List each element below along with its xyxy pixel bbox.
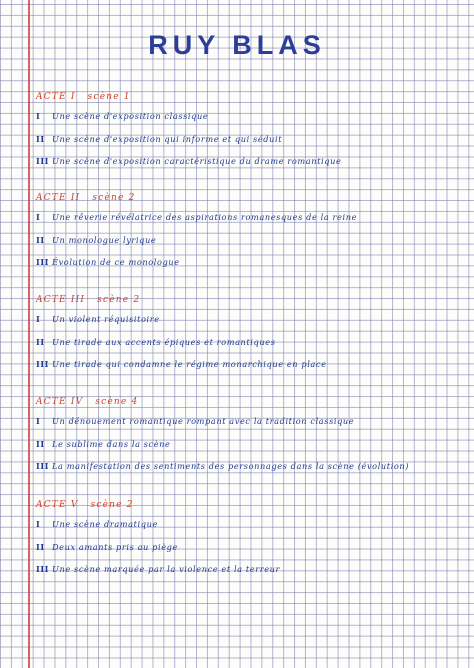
scene-number: scène 2 — [92, 193, 136, 203]
act-number: ACTE I — [36, 92, 76, 102]
act-section-1 — [36, 92, 456, 176]
roman-numeral: III — [36, 257, 50, 267]
act-heading — [36, 295, 456, 311]
act-number: ACTE II — [36, 193, 81, 203]
item-text: Un monologue lyrique — [52, 234, 157, 245]
act-heading — [36, 500, 456, 516]
item-text: Une scène d'exposition caractéristique du drame romantique — [52, 156, 342, 166]
outline-item — [36, 516, 456, 539]
item-text: Évolution de ce monologue — [52, 257, 180, 267]
roman-numeral: III — [36, 359, 50, 369]
roman-numeral: I — [36, 416, 41, 426]
scene-number: scène 1 — [87, 92, 131, 102]
item-text: Une scène marquée par la violence et la terreur — [52, 564, 281, 574]
scene-number: scène 2 — [97, 295, 141, 305]
act-heading — [36, 92, 456, 108]
roman-numeral: III — [36, 461, 50, 471]
outline-item — [36, 153, 456, 176]
outline-item — [36, 254, 456, 277]
roman-numeral: III — [36, 156, 50, 166]
red-margin-line — [28, 0, 30, 668]
scene-number: scène 4 — [95, 397, 139, 407]
roman-numeral: I — [36, 314, 41, 324]
outline-item — [36, 232, 456, 255]
outline-item — [36, 561, 456, 584]
act-number: ACTE III — [36, 295, 86, 305]
item-text: Une tirade qui condamne le régime monarchique en place — [52, 359, 327, 369]
roman-numeral: I — [36, 212, 41, 222]
outline-item — [36, 436, 456, 459]
act-number: ACTE IV — [36, 397, 84, 407]
act-section-4 — [36, 397, 456, 481]
item-text: Un violent réquisitoire — [52, 314, 160, 324]
item-text: La manifestation des sentiments des personnages dans la scène (évolution) — [52, 461, 410, 471]
outline-item — [36, 413, 456, 436]
outline-item — [36, 311, 456, 334]
outline-item — [36, 356, 456, 379]
outline-item — [36, 209, 456, 232]
item-text: Le sublime dans la scène — [52, 438, 171, 449]
act-section-3 — [36, 295, 456, 379]
roman-numeral: II — [36, 541, 45, 552]
page-title: RUY BLAS — [148, 30, 326, 60]
roman-numeral: I — [36, 519, 41, 529]
roman-numeral: II — [36, 336, 45, 347]
roman-numeral: III — [36, 564, 50, 574]
item-text: Une rêverie révélatrice des aspirations romanesques de la reine — [52, 212, 358, 222]
item-text: Une scène d'exposition classique — [52, 111, 209, 121]
item-text: Une scène dramatique — [52, 519, 158, 529]
outline-item — [36, 334, 456, 357]
roman-numeral: I — [36, 111, 41, 121]
item-text: Un dénouement romantique rompant avec la tradition classique — [52, 416, 355, 426]
roman-numeral: II — [36, 234, 45, 245]
scene-number: scène 2 — [90, 500, 134, 510]
roman-numeral: II — [36, 438, 45, 449]
outline-item — [36, 458, 456, 481]
act-heading — [36, 193, 456, 209]
item-text: Une tirade aux accents épiques et romantiques — [52, 336, 276, 347]
roman-numeral: II — [36, 133, 45, 144]
act-heading — [36, 397, 456, 413]
outline-item — [36, 131, 456, 154]
act-section-5 — [36, 500, 456, 584]
act-section-2 — [36, 193, 456, 277]
outline-item — [36, 539, 456, 562]
outline-item — [36, 108, 456, 131]
item-text: Une scène d'exposition qui informe et qui séduit — [52, 133, 283, 144]
act-number: ACTE V — [36, 500, 79, 510]
item-text: Deux amants pris au piège — [52, 541, 178, 552]
